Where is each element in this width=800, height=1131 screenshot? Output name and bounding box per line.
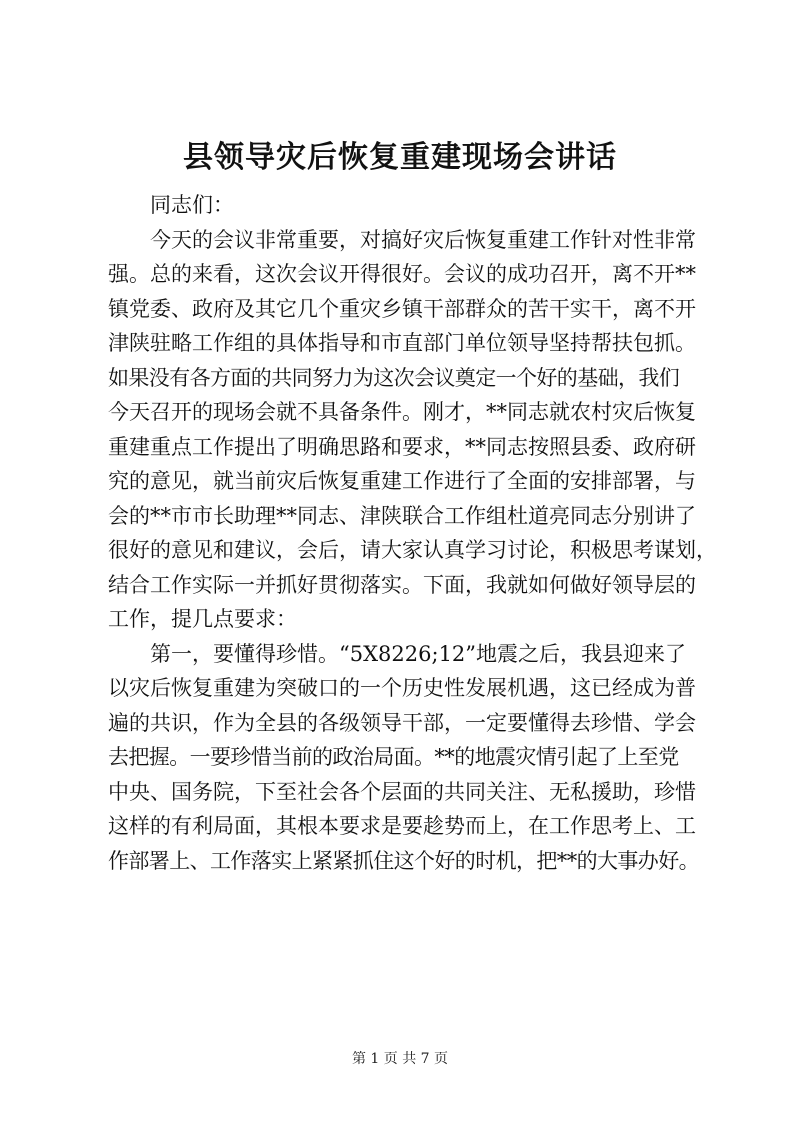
paragraph-1-line-11: 结合工作实际一并抓好贯彻落实。下面，我就如何做好领导层的 <box>108 572 696 597</box>
paragraph-1-line-9: 会的**市市长助理**同志、津陕联合工作组杜道亮同志分别讲了 <box>108 503 696 528</box>
paragraph-1-line-7: 重建重点工作提出了明确思路和要求，**同志按照县委、政府研 <box>108 434 696 459</box>
paragraph-1-line-3: 镇党委、政府及其它几个重灾乡镇干部群众的苦干实干，离不开 <box>108 296 696 321</box>
paragraph-1-line-10: 很好的意见和建议，会后，请大家认真学习讨论，积极思考谋划， <box>108 538 717 562</box>
paragraph-2-line-5: 中央、国务院，下至社会各个层面的共同关注、无私援助，珍惜 <box>108 779 696 804</box>
paragraph-2-line-3: 遍的共识，作为全县的各级领导干部，一定要懂得去珍惜、学会 <box>108 710 696 735</box>
document-title: 县领导灾后恢复重建现场会讲话 <box>183 140 617 175</box>
paragraph-1-line-1: 今天的会议非常重要，对搞好灾后恢复重建工作针对性非常 <box>150 227 696 252</box>
paragraph-1-line-5: 如果没有各方面的共同努力为这次会议奠定一个好的基础，我们 <box>108 365 680 390</box>
page-number-footer: 第 1 页 共 7 页 <box>351 1051 449 1067</box>
paragraph-2-line-7: 作部署上、工作落实上紧紧抓住这个好的时机，把**的大事办好。 <box>108 848 699 873</box>
paragraph-2-line-2: 以灾后恢复重建为突破口的一个历史性发展机遇，这已经成为普 <box>108 676 696 700</box>
paragraph-2-line-6: 这样的有利局面，其根本要求是要趁势而上，在工作思考上、工 <box>108 814 696 838</box>
paragraph-1-line-6: 今天召开的现场会就不具备条件。刚才，**同志就农村灾后恢复 <box>108 400 696 424</box>
document-body <box>108 188 717 878</box>
paragraph-2-line-1: 第一，要懂得珍惜。“5X8226;12”地震之后，我县迎来了 <box>150 641 687 666</box>
paragraph-1-line-2: 强。总的来看，这次会议开得很好。会议的成功召开，离不开** <box>108 262 696 286</box>
greeting-line: 同志们： <box>150 193 234 217</box>
paragraph-1-line-4: 津陕驻略工作组的具体指导和市直部门单位领导坚持帮扶包抓。 <box>108 331 696 355</box>
paragraph-1-line-12: 工作，提几点要求： <box>108 607 297 631</box>
paragraph-1-line-8: 究的意见，就当前灾后恢复重建工作进行了全面的安排部署，与 <box>108 469 696 493</box>
paragraph-2-line-4: 去把握。一要珍惜当前的政治局面。**的地震灾情引起了上至党 <box>108 745 679 769</box>
